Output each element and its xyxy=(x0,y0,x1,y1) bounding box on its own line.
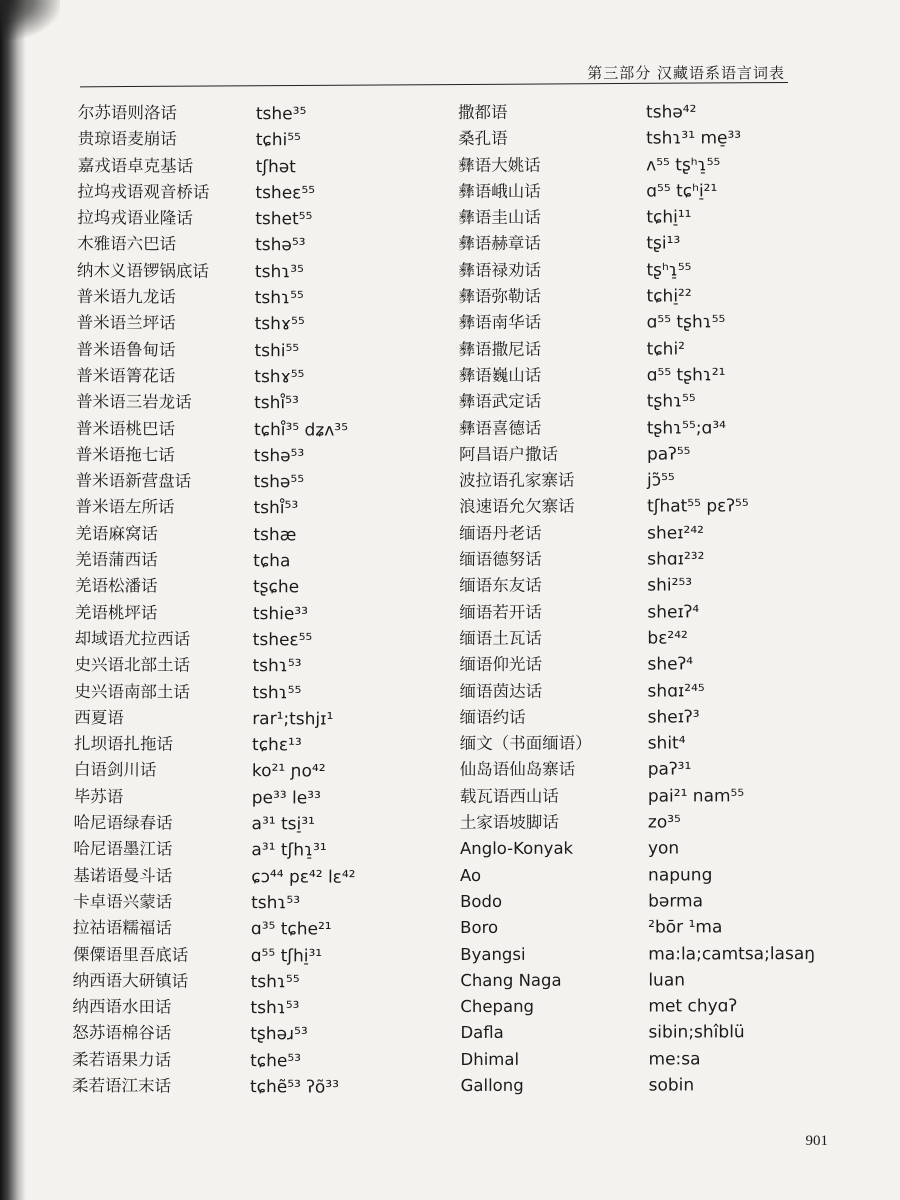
language-name: 缅语仰光话 xyxy=(459,655,543,675)
word-form: ɕɔ⁴⁴ pɛ⁴² lɛ⁴² xyxy=(251,866,356,888)
language-name: Boro xyxy=(460,918,499,938)
word-form: tʃhət xyxy=(255,156,296,177)
language-name: 羌语松潘话 xyxy=(74,576,158,596)
word-form: tɕha xyxy=(253,551,291,572)
word-form: tshet⁵⁵ xyxy=(255,209,313,230)
word-form: tshə⁵³ xyxy=(255,235,306,256)
language-name: 卡卓语兴蒙话 xyxy=(73,891,173,912)
entry-row xyxy=(78,126,458,155)
language-name: 缅语若开话 xyxy=(459,602,542,622)
entry-row xyxy=(75,600,455,629)
language-name: Bodo xyxy=(460,891,503,911)
entry-row xyxy=(459,388,839,415)
word-form: tʂʰɿ̠⁵⁵ xyxy=(646,260,692,281)
language-name: 羌语桃坪话 xyxy=(74,602,158,623)
word-form: tshɿ⁵⁵ xyxy=(250,971,300,993)
entry-row xyxy=(77,258,457,287)
language-name: 土家语坡脚话 xyxy=(459,812,559,833)
entry-row xyxy=(460,678,840,705)
word-form: shit⁴ xyxy=(647,733,686,754)
entry-row xyxy=(74,810,454,839)
language-name: 西夏语 xyxy=(74,707,124,728)
entry-row xyxy=(458,257,838,284)
language-name: 普米语九龙话 xyxy=(76,287,176,307)
entry-row xyxy=(76,363,456,392)
entry-row xyxy=(458,178,838,205)
language-name: 阿昌语户撒话 xyxy=(458,444,558,464)
language-name: 缅语茵达话 xyxy=(459,681,543,701)
entry-row xyxy=(460,835,840,862)
language-name: 彝语撒尼话 xyxy=(458,339,542,359)
word-form: tɕhɛ¹³ xyxy=(252,735,302,756)
word-form: ɑ³⁵ tɕhe²¹ xyxy=(250,919,332,940)
entry-row xyxy=(77,179,457,208)
language-name: 缅语丹老话 xyxy=(459,523,542,543)
word-form: shi²⁵³ xyxy=(647,575,693,596)
entry-row xyxy=(460,809,840,836)
language-name: 哈尼语绿春话 xyxy=(73,813,173,833)
language-name: Chang Naga xyxy=(460,970,562,990)
word-form: tshɿ³¹ me̠³³ xyxy=(646,128,742,149)
word-form: tɕhi̠¹¹ xyxy=(646,207,692,228)
word-form: ɑ⁵⁵ tʂhɿ⁵⁵ xyxy=(646,312,726,333)
language-name: 波拉语孔家寨话 xyxy=(458,470,575,491)
header-rule xyxy=(80,82,788,87)
entry-row xyxy=(73,915,453,944)
word-form: bərma xyxy=(648,891,704,912)
language-name: 仙岛语仙岛寨话 xyxy=(459,760,576,780)
word-form: tɕhi⁵⁵ xyxy=(255,130,301,151)
language-name: 普米语桃巴话 xyxy=(75,418,176,439)
word-form: bɛ²⁴² xyxy=(647,628,688,649)
word-form: tshɿ⁵⁵ xyxy=(254,288,304,309)
entry-row xyxy=(76,337,456,366)
language-name: 缅文（书面缅语） xyxy=(459,733,592,754)
entry-row xyxy=(459,415,839,442)
entry-row xyxy=(76,416,456,445)
entry-row xyxy=(73,863,453,892)
language-name: 拉坞戎语业隆话 xyxy=(77,208,193,228)
language-name: 扎坝语扎拖话 xyxy=(74,734,174,754)
word-form: me:sa xyxy=(648,1049,701,1070)
language-name: Byangsi xyxy=(460,944,526,964)
language-name: 贵琼语麦崩话 xyxy=(77,129,177,149)
entry-row xyxy=(459,336,839,363)
right-column xyxy=(458,99,841,1099)
word-form: tshə⁵⁵ xyxy=(253,472,305,493)
word-form: tsheɛ⁵⁵ xyxy=(255,182,316,204)
entry-row xyxy=(77,205,457,234)
running-header: 第三部分 汉藏语系语言词表 xyxy=(587,64,785,82)
word-form: tshə⁴² xyxy=(646,102,697,123)
entry-row xyxy=(77,310,457,339)
language-name: 史兴语南部土话 xyxy=(74,681,190,702)
entry-row xyxy=(74,652,454,681)
language-name: Dhimal xyxy=(460,1049,520,1069)
word-form: tshi̊⁵³ xyxy=(254,393,299,414)
language-name: 彝语赫章话 xyxy=(458,234,541,254)
word-form: tshɤ⁵⁵ xyxy=(254,367,305,388)
page-binding-shadow xyxy=(0,0,26,1200)
word-form: a³¹ tʃhɿ̠³¹ xyxy=(251,840,327,861)
language-name: 白语剑川话 xyxy=(73,760,157,780)
language-name: 普米语兰坪话 xyxy=(76,313,176,333)
entry-row xyxy=(73,941,453,970)
word-form: tshɿ⁵³ xyxy=(252,656,302,677)
entry-row xyxy=(460,993,840,1020)
word-form: ɑ⁵⁵ tʂhɿ²¹ xyxy=(646,365,726,386)
language-name: 彝语禄劝话 xyxy=(458,260,541,280)
word-form: yon xyxy=(647,838,680,859)
word-form: tɕhi̊³⁵ dʑʌ³⁵ xyxy=(253,419,349,441)
entry-row xyxy=(460,941,840,968)
word-form: tshɿ⁵³ xyxy=(250,998,300,1019)
entry-row xyxy=(460,862,840,889)
word-form: shɑɪ²³² xyxy=(647,549,705,570)
entry-row xyxy=(459,362,839,389)
language-name: 缅语东友话 xyxy=(459,576,542,596)
language-name: 载瓦语西山话 xyxy=(459,786,559,806)
entry-row xyxy=(78,153,458,182)
entry-row xyxy=(458,230,838,257)
entry-row xyxy=(77,284,457,313)
entry-row xyxy=(459,493,839,520)
entry-row xyxy=(460,1046,840,1073)
language-name: 哈尼语墨江话 xyxy=(73,839,173,859)
language-name: 普米语箐花话 xyxy=(76,365,176,386)
entry-row xyxy=(73,968,453,997)
word-form: tɕhẽ⁵³ ʔõ³³ xyxy=(249,1077,340,1098)
language-name: 傈僳语里吾底话 xyxy=(72,944,189,965)
entry-row xyxy=(458,152,838,179)
language-name: 彝语大姚话 xyxy=(458,155,541,175)
entry-row xyxy=(459,309,839,336)
language-name: 拉坞戎语观音桥话 xyxy=(77,181,210,202)
entry-row xyxy=(76,389,456,418)
word-form: tɕhe⁵³ xyxy=(250,1050,302,1072)
word-form: tshɿ³⁵ xyxy=(254,261,304,283)
word-form: ²bōr ¹ma xyxy=(648,917,723,938)
word-form: tshæ xyxy=(253,524,297,546)
entry-row xyxy=(459,441,839,468)
language-name: 普米语左所话 xyxy=(75,497,175,518)
entry-row xyxy=(458,125,838,152)
word-form: ma:la;camtsa;lasaŋ xyxy=(648,943,816,965)
language-name: 普米语鲁甸话 xyxy=(76,339,176,360)
page-number: 901 xyxy=(805,1133,828,1149)
language-name: 拉祜语糯福话 xyxy=(72,918,173,938)
entry-row xyxy=(73,836,453,865)
language-name: 普米语拖七话 xyxy=(75,444,175,465)
word-form: tsheɛ⁵⁵ xyxy=(252,630,313,651)
language-name: 彝语圭山话 xyxy=(458,207,541,228)
word-form: a³¹ tsi̠³¹ xyxy=(251,814,315,835)
entry-row xyxy=(73,889,453,918)
word-form: tɕhi̠²² xyxy=(646,286,692,307)
language-name: 纳西语大研镇话 xyxy=(72,970,189,991)
entry-row xyxy=(458,204,838,231)
word-form: ɑ⁵⁵ tɕʰi̠²¹ xyxy=(646,181,718,202)
word-form: tshi⁵⁵ xyxy=(254,340,300,362)
language-name: 史兴语北部土话 xyxy=(74,655,191,675)
entry-row xyxy=(77,231,457,260)
word-form: sheɪ²⁴² xyxy=(647,523,705,544)
language-name: 羌语麻窝话 xyxy=(75,523,158,544)
entry-row xyxy=(75,547,455,576)
word-form: pe³³ le³³ xyxy=(251,787,321,809)
language-name: 柔若语果力话 xyxy=(72,1049,172,1070)
language-name: 羌语蒲西话 xyxy=(75,550,158,570)
entry-row xyxy=(459,599,839,626)
entry-row xyxy=(75,521,455,550)
word-form: napung xyxy=(648,864,713,886)
word-form: tʃhat⁵⁵ pɛʔ⁵⁵ xyxy=(647,496,749,517)
language-name: 毕苏语 xyxy=(73,786,124,807)
entry-row xyxy=(458,283,838,310)
word-form: shɑɪ²⁴⁵ xyxy=(647,680,705,702)
language-name: Ao xyxy=(460,865,482,885)
language-name: Chepang xyxy=(460,996,535,1017)
entry-row xyxy=(460,704,840,731)
language-name: 缅语德努话 xyxy=(459,549,542,570)
language-name: 普米语新营盘话 xyxy=(75,471,192,491)
language-name: 怒苏语棉谷话 xyxy=(72,1023,172,1043)
entry-row xyxy=(72,1073,452,1102)
entry-row xyxy=(78,100,458,129)
word-form: tshi̊⁵³ xyxy=(253,498,299,519)
language-name: 彝语喜德话 xyxy=(458,418,542,438)
word-form: sobin xyxy=(648,1075,695,1096)
language-name: 尔苏语则洛话 xyxy=(77,102,177,123)
word-form: zo³⁵ xyxy=(647,812,681,833)
entry-row xyxy=(74,757,454,786)
entry-row xyxy=(461,1072,841,1099)
language-name: 却域语尤拉西话 xyxy=(74,628,191,649)
entry-row xyxy=(460,730,840,757)
language-name: 普米语三岩龙话 xyxy=(76,392,192,412)
entry-row xyxy=(459,625,839,652)
entry-row xyxy=(459,520,839,547)
entry-row xyxy=(74,705,454,734)
language-name: 柔若语江末话 xyxy=(71,1075,172,1096)
page-binding-corner xyxy=(0,0,60,40)
word-form: tɕhi² xyxy=(646,339,686,360)
word-form: met chyɑʔ xyxy=(648,996,738,1017)
word-form: tshɿ⁵⁵ xyxy=(252,682,302,703)
entry-row xyxy=(459,546,839,573)
language-name: 基诺语曼斗话 xyxy=(73,865,173,886)
entry-row xyxy=(459,572,839,599)
entry-row xyxy=(460,756,840,783)
entry-row xyxy=(460,783,840,810)
entry-row xyxy=(76,468,456,497)
language-name: 嘉戎语卓克基话 xyxy=(77,155,194,176)
word-form: tʂhəɹ⁵³ xyxy=(250,1024,308,1045)
entry-row xyxy=(459,467,839,494)
word-form: sheɪʔ⁴ xyxy=(647,602,700,623)
language-name: Anglo-Konyak xyxy=(459,839,574,859)
language-name: 彝语武定话 xyxy=(458,392,542,412)
word-form: tshə⁵³ xyxy=(253,445,305,467)
entry-row xyxy=(74,784,454,813)
word-form: sheɪʔ³ xyxy=(647,707,700,728)
language-name: 彝语巍山话 xyxy=(458,365,542,385)
left-column xyxy=(72,100,458,1102)
word-form: pai²¹ nam⁵⁵ xyxy=(647,785,745,807)
entry-row xyxy=(74,679,454,708)
entry-row xyxy=(72,1020,452,1049)
language-name: Dafla xyxy=(460,1023,504,1043)
word-form: tshie³³ xyxy=(252,603,309,625)
language-name: 纳木义语锣锅底话 xyxy=(76,260,210,281)
entry-row xyxy=(458,99,838,126)
entry-row xyxy=(460,914,840,941)
entry-row xyxy=(460,1019,840,1046)
entry-row xyxy=(459,651,839,678)
language-name: 彝语弥勒话 xyxy=(458,286,542,307)
word-form: luan xyxy=(648,970,686,991)
entry-row xyxy=(72,994,452,1023)
word-form: ko²¹ ɲo⁴² xyxy=(251,761,326,782)
entry-row xyxy=(74,731,454,760)
language-name: 木雅语六巴话 xyxy=(77,234,177,255)
language-name: Gallong xyxy=(460,1075,524,1095)
entry-row xyxy=(75,573,455,602)
language-name: 彝语峨山话 xyxy=(458,181,541,201)
word-form: tʂɕhe xyxy=(252,577,300,598)
language-name: 桑孔语 xyxy=(458,129,508,149)
word-form: jɔ̃⁵⁵ xyxy=(646,470,675,491)
word-form: ɑ⁵⁵ tʃhi̠³¹ xyxy=(250,945,323,967)
word-form: paʔ⁵⁵ xyxy=(646,444,691,465)
language-name: 缅语约话 xyxy=(459,707,526,727)
word-form: sheʔ⁴ xyxy=(647,654,694,675)
entry-row xyxy=(460,888,840,915)
language-name: 浪速语允欠寨话 xyxy=(459,497,575,517)
word-form: ʌ⁵⁵ tʂʰɿ̠⁵⁵ xyxy=(646,154,721,176)
word-form: rar¹;tshjɪ¹ xyxy=(252,708,334,730)
entry-row xyxy=(75,626,455,655)
entry-row xyxy=(72,1047,452,1076)
word-form: tshɤ⁵⁵ xyxy=(254,314,305,335)
word-form: sibin;shîblü xyxy=(648,1022,745,1043)
language-name: 撒都语 xyxy=(458,102,508,122)
entry-row xyxy=(75,494,455,523)
entry-row xyxy=(76,442,456,471)
language-name: 彝语南华话 xyxy=(458,313,542,333)
entry-row xyxy=(460,967,840,994)
word-form: tshe³⁵ xyxy=(255,104,307,125)
word-form: tshɿ⁵³ xyxy=(251,892,301,914)
language-name: 缅语土瓦话 xyxy=(459,628,542,648)
word-form: tʂi¹³ xyxy=(646,233,681,254)
language-name: 纳西语水田话 xyxy=(72,997,172,1017)
word-form: tʂhɿ⁵⁵ xyxy=(646,391,696,412)
word-form: paʔ³¹ xyxy=(647,759,692,780)
word-form: tʂhɿ⁵⁵;ɑ³⁴ xyxy=(646,417,726,439)
